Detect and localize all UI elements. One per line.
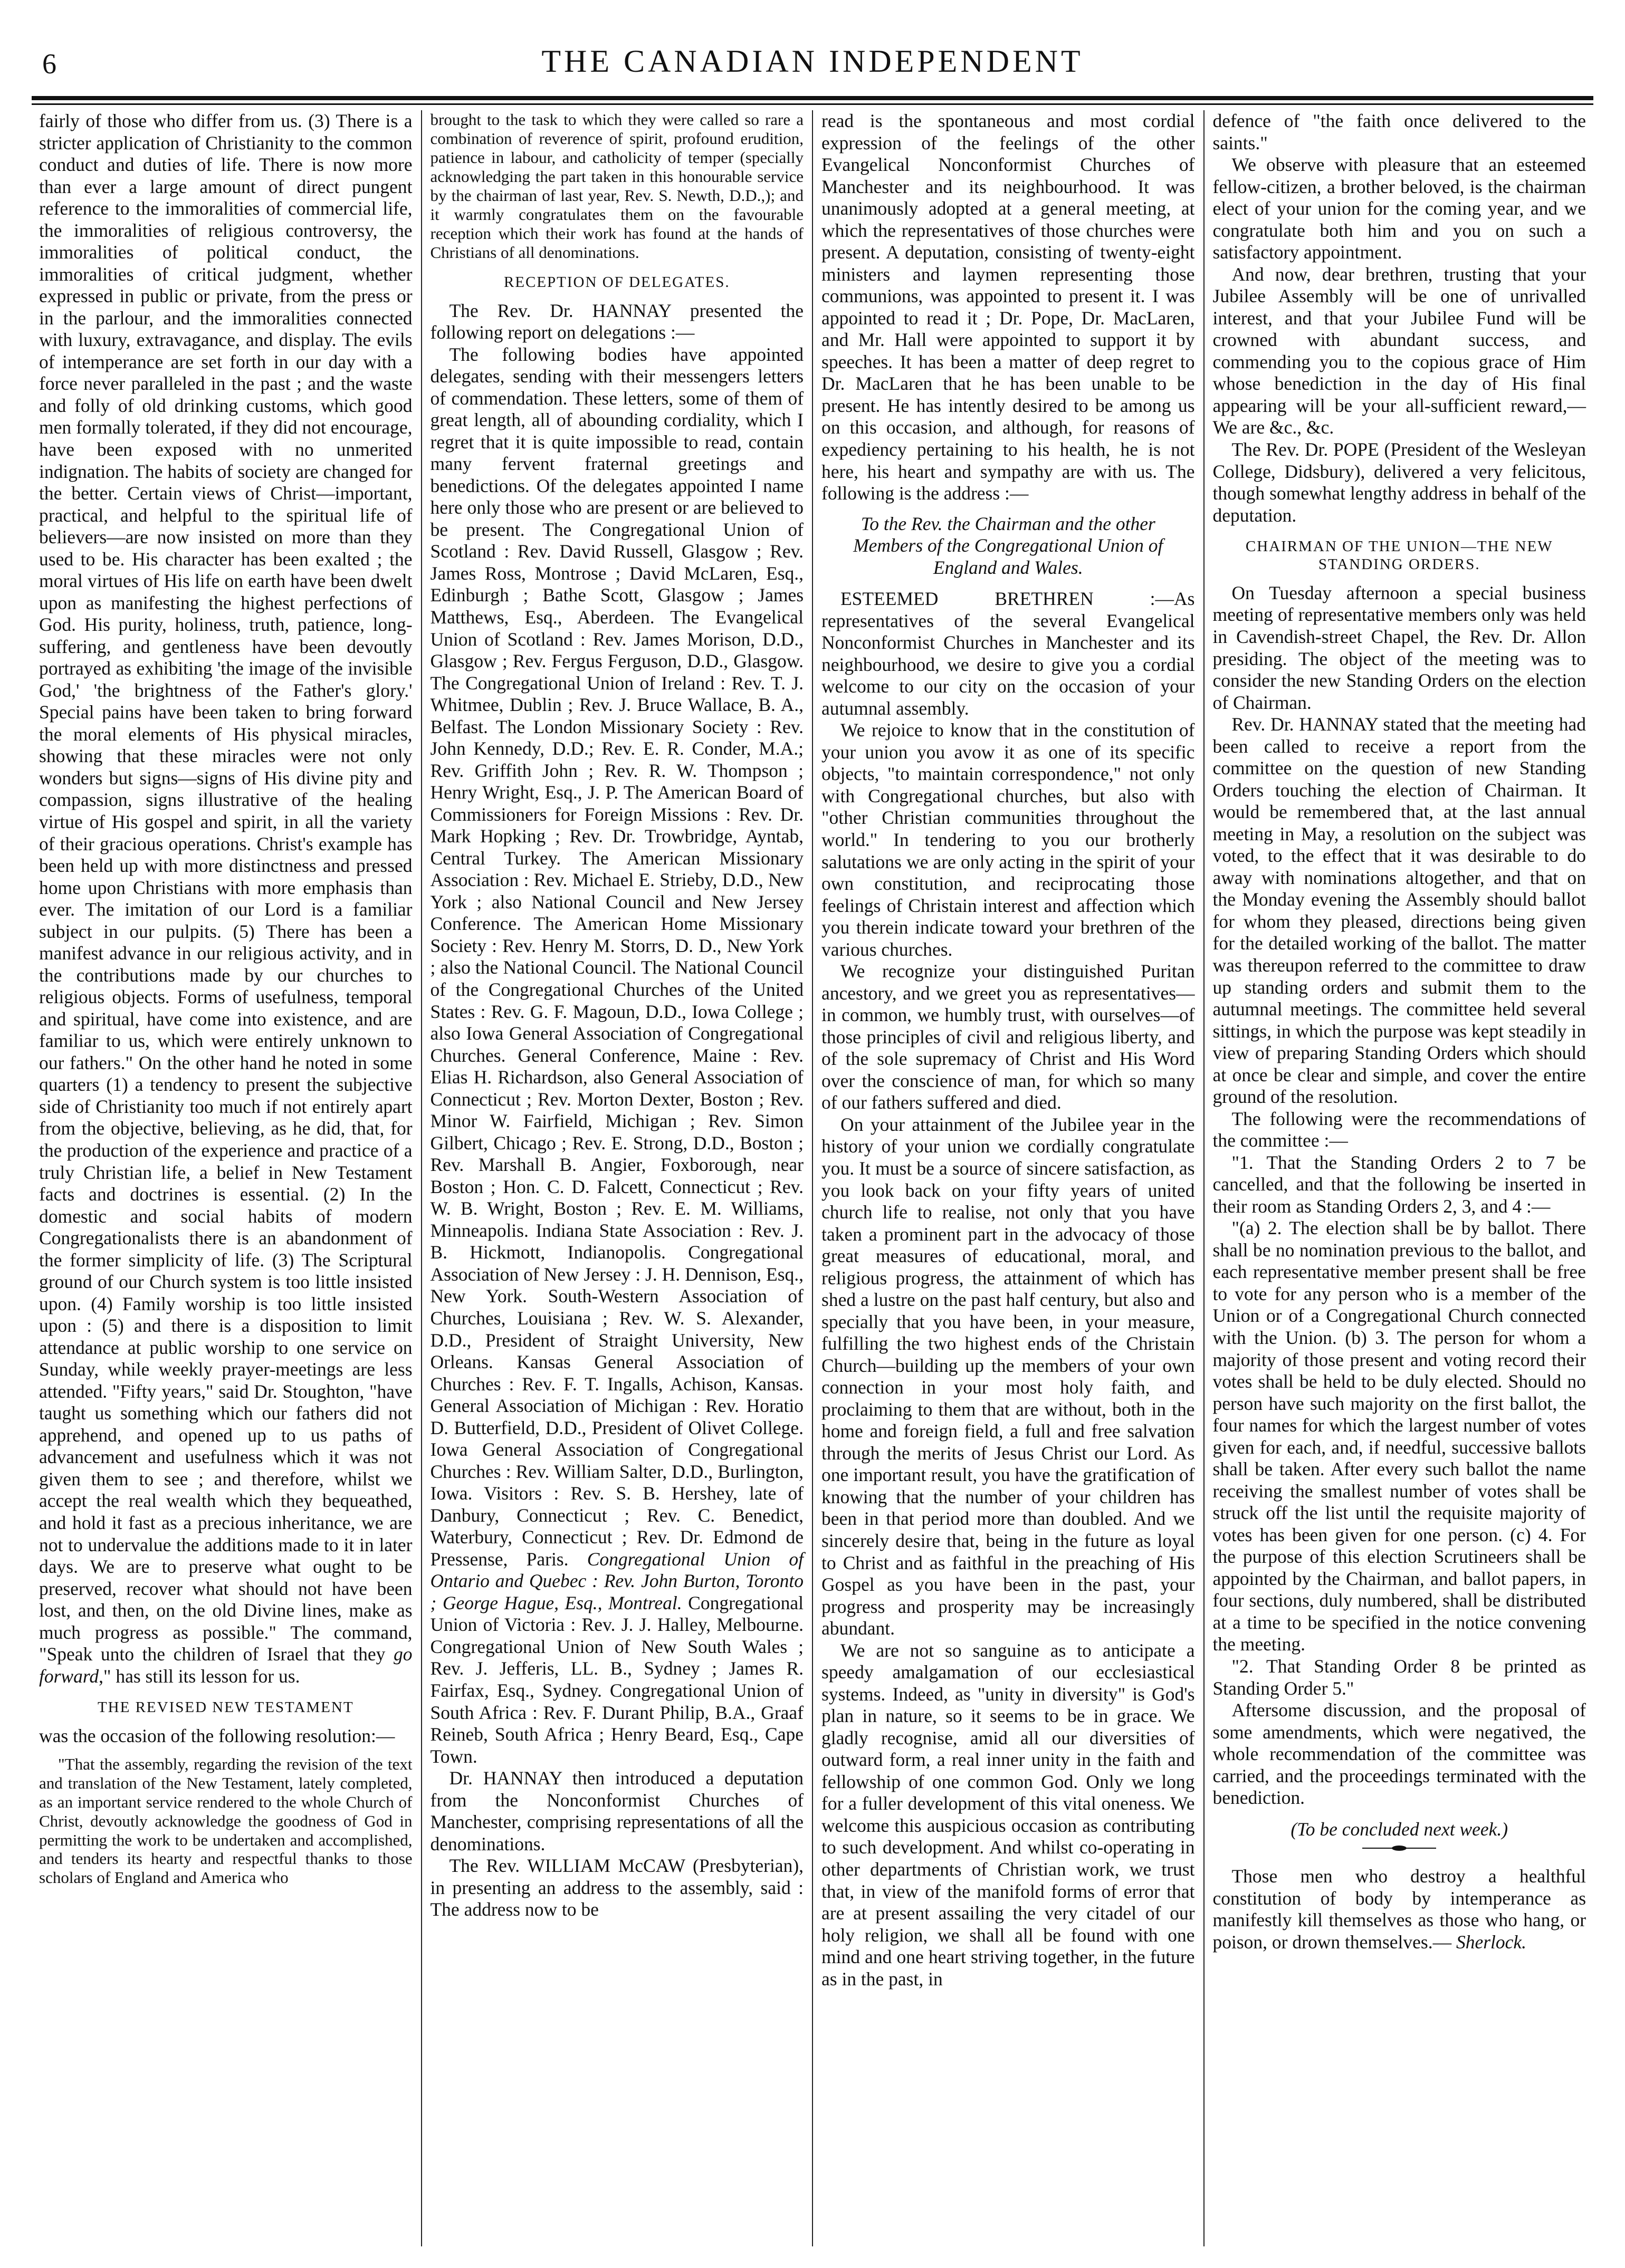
address-paragraph: We observe with pleasure that an esteemed fellow-citizen, a brother beloved, is the chairman elect of your union for the coming year, and we congratulate both him and you on such a satisfactory appointment. — [1212, 154, 1586, 263]
mccaw-address-intro: The Rev. WILLIAM McCAW (Presbyterian), in presenting an address to the assembly, said : The address now to be — [430, 1855, 804, 1920]
address-paragraph: On your attainment of the Jubilee year in the history of your union we cordially congratulate you. It must be a source of sincere satisfaction, as you look back on your fifty years of united church life to realise, not only that you have taken a prominent part in the advocacy of those great measures of educational, moral, and religious progress, the attainment of which has shed a lustre on the past half century, but also and specially that you have been, in your measure, fulfilling the two highest ends of the Christain Church—building up the members of your own connection in your most holy faith, and proclaiming to them that are without, both in the home and foreign field, a full and free salvation through the merits of Jesus Christ our Lord. As one important result, you have the gratification of knowing that the number of your children has been in that period more than doubled. And we sincerely desire that, being in the future as loyal to Christ and as faithful in the preaching of His Gospel as you have been in the past, your progress and prosperity may be increasingly abundant. — [821, 1113, 1195, 1639]
quotation-attribution: Sherlock. — [1456, 1931, 1527, 1953]
running-title: THE CANADIAN INDEPENDENT — [541, 44, 1084, 79]
quotation-paragraph — [1213, 1866, 1586, 1953]
resolution-continued: brought to the task to which they were called so rare a combination of reverence of spirit, profound erudition, patience in labour, and catholicity of temper (specially acknowledging the part taken in this honourable service by the chairman of last year, Rev. S. Newth, D.D.,); and it warmly congratulates them on the favourable reception which their work has found at the hands of Christians of all denominations. — [430, 110, 804, 262]
delegations-intro: The Rev. Dr. HANNAY presented the following report on delegations :— — [430, 300, 804, 343]
section-heading-reception-of-delegates: RECEPTION OF DELEGATES. — [503, 273, 730, 291]
header-rule-thick — [32, 96, 1593, 100]
ontario-quebec-delegates: Congregational Union of Ontario and Quebec : Rev. John Burton, Toronto ; George Hague, Esq., Montreal. — [430, 1548, 804, 1613]
column-divider — [421, 110, 422, 2246]
standing-orders-paragraph: The following were the recommendations of the committee :— — [1212, 1108, 1586, 1151]
column-2 — [423, 110, 811, 2246]
standing-orders-paragraph: "2. That Standing Order 8 be printed as Standing Order 5." — [1212, 1655, 1586, 1699]
standing-orders-paragraph: Aftersome discussion, and the proposal of some amendments, which were negatived, the whole recommendation of the committee was carried, and the proceedings terminated with the benediction. — [1212, 1699, 1586, 1809]
to-be-concluded-note: (To be concluded next week.) — [1291, 1818, 1508, 1840]
delegates-list-text-end: Congregational Union of Victoria : Rev. J. J. Halley, Melbourne. Congregational Union of New South Wales ; Rev. J. Jefferis, LL. B., Sydney ; James R. Fairfax, Esq., Sydney. Congregational Union of South Africa : Rev. F. Durant Philip, B.A., Graaf Reineb, South Africa ; Henry Beard, Esq., Cape Town. — [430, 1592, 804, 1767]
column-divider — [1203, 110, 1205, 2246]
section-heading-standing-orders: CHAIRMAN OF THE UNION—THE NEW STANDING ORDERS. — [1245, 538, 1553, 573]
page-number: 6 — [42, 48, 56, 80]
address-salutation-heading: To the Rev. the Chairman and the other Members of the Congregational Union of England and Wales. — [853, 513, 1163, 578]
go-forward-emphasis: go forward — [39, 1644, 413, 1687]
address-paragraph: We recognize your distinguished Puritan ancestory, and we greet you as representatives—in common, we humbly trust, with ourselves—of those principles of civil and religious liberty, and of the sole supremacy of Christ and His Word over the conscience of man, for which so many of our fathers suffered and died. — [821, 960, 1195, 1113]
standing-orders-paragraph: "1. That the Standing Orders 2 to 7 be cancelled, and that the following be inserted in their room as Standing Orders 2, 3, and 4 :— — [1212, 1151, 1586, 1217]
header-rule-thin — [32, 103, 1593, 105]
delegates-list-text: The following bodies have appointed delegates, sending with their messengers letters of commendation. These letters, some of them of great length, all of abounding cordiality, which I regret that it is quite impossible to read, contain many fervent fraternal greetings and benedictions. Of the delegates appointed I name here only those who are present or are believed to be present. The Congregational Union of Scotland : Rev. David Russell, Glasgow ; Rev. James Ross, Montrose ; David McLaren, Esq., Edinburgh ; Bathe Scott, Glasgow ; James Matthews, Esq., Aberdeen. The Evangelical Union of Scotland : Rev. James Morison, D.D., Glasgow ; Rev. Fergus Ferguson, D.D., Glasgow. The Congregational Union of Ireland : Rev. T. J. Whitmee, Dublin ; Rev. J. Bruce Wallace, B. A., Belfast. The London Missionary Society : Rev. John Kennedy, D.D.; Rev. E. R. Conder, M.A.; Rev. Griffith John ; Rev. R. W. Thompson ; Henry Wright, Esq., J. P. The American Board of Commissioners for Foreign Missions : Rev. Dr. Mark Hopking ; Rev. Dr. Trowbridge, Ayntab, Central Turkey. The American Missionary Association : Rev. Michael E. Strieby, D.D., New York ; also National Council and New Jersey Conference. The American Home Missionary Society : Rev. Henry M. Storrs, D. D., New York ; also the National Council. The National Council of the Congregational Churches of the United States : Rev. G. F. Magoun, D.D., Iowa College ; also Iowa General Association of Congregational Churches. General Conference, Maine : Rev. Elias H. Richardson, also General Association of Connecticut ; Rev. Morton Dexter, Boston ; Rev. Minor W. Fairfield, Michigan ; Rev. Simon Gilbert, Chicago ; Rev. E. Strong, D.D., Boston ; Rev. Marshall B. Angier, Foxborough, near Boston ; Hon. C. D. Falcett, Connecticut ; Rev. W. B. Wright, Boston ; Rev. E. M. Williams, Minneapolis. Indiana State Association : Rev. J. B. Hickmott, Indianopolis. Congregational Association of New Jersey : J. H. Dennison, Esq., New York. South-Western Association of Churches, Louisiana ; Rev. W. S. Alexander, D.D., President of Straight University, New Orleans. Kansas General Association of Churches : Rev. F. T. Ingalls, Achison, Kansas. General Association of Michigan : Rev. Horatio D. Butterfield, D.D., President of Olivet College. Iowa General Association of Congregational Churches : Rev. William Salter, D.D., Burlington, Iowa. Visitors : Rev. S. B. Hershey, late of Danbury, Connecticut ; Rev. C. Benedict, Waterbury, Connecticut ; Rev. Dr. Edmond de Pressense, Paris. — [430, 343, 804, 1570]
column-1 — [32, 110, 420, 2246]
column-3 — [814, 110, 1202, 2246]
address-paragraph: We rejoice to know that in the constitution of your union you avow it as one of its specific objects, "to maintain correspondence," not only with Congregational churches, but also with "other Christian communities throughout the world." In tendering to you our brotherly salutations we are only acting in the spirit of your own constitution, and reciprocating those feelings of Christain interest and affection which you therein indicate toward your brethren of the various churches. — [821, 719, 1195, 960]
address-paragraph: And now, dear brethren, trusting that your Jubilee Assembly will be one of unrivalled interest, and that your Jubilee Fund will be crowned with abundant success, and commending you to the copious grace of Him whose benediction in the day of His final appearing will be your all-sufficient reward,—We are &c., &c. — [1212, 263, 1586, 438]
address-preamble: read is the spontaneous and most cordial expression of the feelings of the other Evangelical Nonconformist Churches of Manchester and its neighbourhood. It was unanimously adopted at a general meeting, at which the representatives of those churches were present. A deputation, consisting of twenty-eight ministers and laymen representing those communions, was appointed to present it. I was appointed to read it ; Dr. Pope, Dr. MacLaren, and Mr. Hall were appointed to support it by speeches. It has been a matter of deep regret to Dr. MacLaren that he has been unable to be present. He has intently desired to be among us on this occasion, and although, for reasons of expediency pertaining to his health, he is not here, his heart and sympathy are with us. The following is the address :— — [821, 110, 1195, 504]
resolution-text: "That the assembly, regarding the revision of the text and translation of the New Testament, lately completed, as an important service rendered to the whole Church of Christ, devoutly acknowledge the goodness of God in permitting the work to be undertaken and accomplished, and tenders its hearty and respectful thanks to those scholars of England and America who — [39, 1754, 413, 1887]
resolution-intro: was the occasion of the following resolution:— — [39, 1725, 395, 1747]
deputation-intro: Dr. HANNAY then introduced a deputation from the Nonconformist Churches of Manchester, comprising representations of all the denominations. — [430, 1767, 804, 1854]
section-heading-revised-new-testament: THE REVISED NEW TESTAMENT — [97, 1699, 354, 1716]
standing-orders-paragraph: Rev. Dr. HANNAY stated that the meeting had been called to receive a report from the committee on the question of new Standing Orders touching the election of Chairman. It would be remembered that, at the last annual meeting in May, a resolution on the subject was voted, to the effect that it was desirable to do away with nominations altogether, and that on the Monday evening the Assembly should ballot for whom they pleased, directions being given for the detailed working of the ballot. The matter was thereupon referred to the committee to draw up standing orders and submit them to the autumnal meetings. The committee held several sittings, in which the purpose was kept steadily in view of preparing Standing Orders which should at once be clear and simple, and cover the entire ground of the resolution. — [1212, 714, 1586, 1108]
address-paragraph: ESTEEMED BRETHREN :—As representatives of the several Evangelical Nonconformist Churches in Manchester and its neighbourhood, we desire to give you a cordial welcome to our city on the occasion of your autumnal assembly. — [821, 588, 1195, 719]
standing-orders-paragraph: "(a) 2. The election shall be by ballot. There shall be no nomination previous to the ballot, and each representative member present shall be free to vote for any person who is a member of the Union or of a Congregational Church connected with the Union. (b) 3. The person for whom a majority of those present and voting record their votes shall be held to be duly elected. Should no person have such majority on the first ballot, the four names for which the largest number of votes given for each, and, if needful, successive ballots shall be taken. After every such ballot the name receiving the smallest number of votes shall be struck off the list until the requisite majority of votes has been given for one person. (c) 4. For the purpose of this election Scrutineers shall be appointed by the Chairman, and ballot papers, in four sections, duly numbered, shall be distributed at a time to be specified in the notice convening the meeting. — [1212, 1217, 1586, 1655]
address-paragraph: We are not so sanguine as to anticipate a speedy amalgamation of our ecclesiastical systems. Indeed, as "unity in diversity" is God's plan in nature, so it seems to be in grace. We gladly recognise, amid all our diversities of outward form, a real inner unity in the faith and fellowship of one common God. Only we long for a fuller development of this vital oneness. We welcome this auspicious occasion as contributing to such development. And whilst co-operating in other departments of Christian work, we trust that, in view of the manifold forms of error that are at present assailing the very citadel of our holy religion, we shall all be found with one mind and one heart striving together, in the future as in the past, in — [821, 1639, 1195, 1990]
column-divider — [812, 110, 813, 2246]
pope-address-note: The Rev. Dr. POPE (President of the Wesleyan College, Didsbury), delivered a very felicitous, though somewhat lengthy address in behalf of the deputation. — [1212, 438, 1586, 526]
column-1-text: fairly of those who differ from us. (3) There is a stricter application of Christianity to the common conduct and duties of life. There is now more than ever a large amount of direct pungent reference to the immoralities of commercial life, the immoralities of religious controversy, the immoralities of political conduct, the immoralities of critical judgment, whether expressed in public or private, from the press or in the parlour, and the immoralities connected with luxury, extravagance, and display. The evils of intemperance are set forth in our day with a force never paralleled in the past ; and the waste and folly of old drinking customs, which good men formally tolerated, if they did not encourage, have been exposed with no unmerited indignation. The habits of society are changed for the better. Certain views of Christ—important, practical, and helpful to the spiritual life of believers—are now insisted on more than they used to be. His character has been exalted ; the moral virtues of His life on earth have been dwelt upon as manifesting the highest perfections of God. His purity, holiness, truth, patience, long-suffering, and gentleness have been devoutly portrayed as exhibiting 'the image of the invisible God,' 'the brightness of the Father's glory.' Special pains have been taken to bring forward the moral elements of His physical miracles, showing that these miracles were not only wonders but signs—signs of His divine pity and compassion, signs illustrative of the healing virtue of His gospel and spirit, in all the variety of their gracious operations. Christ's example has been held up with more distinctness and pressed home upon Christians with more emphasis than ever. The imitation of our Lord is a familiar subject in our pulpits. (5) There has been a manifest advance in our religious activity, and in the contributions made by our churches to religious objects. Forms of usefulness, temporal and spiritual, have come into existence, and are familiar to us, which were entirely unknown to our fathers." On the other hand he noted in some quarters (1) a tendency to present the subjective side of Christianity too much if not entirely apart from the objective, believing, as he did, that, for the production of the experience and practice of a truly Christian life, a belief in New Testament facts and doctrines is essential. (2) In the domestic and social habits of modern Congregationalists there is an abandonment of the former simplicity of life. (3) The Scriptural ground of our Church system is too little insisted upon. (4) Family worship is too little insisted upon : (5) and there is a disposition to limit attendance at public worship to one service on Sunday, while weekly prayer-meetings are less attended. "Fifty years," said Dr. Stoughton, "have taught us something which our fathers did not apprehend, and opened up to us paths of advancement and usefulness which it was not given them to see ; and therefore, whilst we accept the real wealth which they bequeathed, and hold it fast as a precious inheritance, we are not to undervalue the additions made to it in later days. We are to preserve what ought to be preserved, recover what should not have been lost, and then, on the old Divine lines, make as much progress as possible." The command, "Speak unto the children of Israel that they — [39, 110, 413, 1665]
standing-orders-paragraph: On Tuesday afternoon a special business meeting of representative members only was held in Cavendish-street Chapel, the Rev. Dr. Allon presiding. The object of the meeting was to consider the new Standing Orders on the election of Chairman. — [1212, 582, 1586, 713]
masthead — [32, 32, 1593, 95]
article-columns — [32, 110, 1593, 2246]
address-paragraph: defence of "the faith once delivered to the saints." — [1212, 110, 1586, 153]
column-1-text-end: ," has still its lesson for us. — [99, 1665, 300, 1687]
column-4 — [1206, 110, 1594, 2246]
quotation-text: Those men who destroy a healthful constitution of body by intemperance as manifestly kill themselves as those who hang, or poison, or drown themselves.— — [1212, 1866, 1586, 1953]
column-1-paragraph — [39, 110, 413, 1687]
delegates-list — [431, 344, 804, 1768]
ornamental-rule — [1362, 1846, 1436, 1851]
